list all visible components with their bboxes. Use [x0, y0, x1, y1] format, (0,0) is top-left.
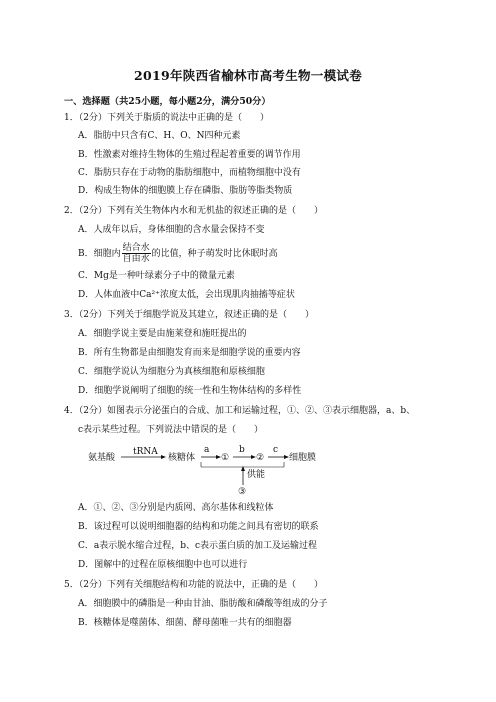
diagram-trna-label: tRNA	[133, 447, 158, 457]
fraction-denominator: 自由水	[122, 254, 150, 264]
arrow-trna-head	[161, 455, 166, 459]
diagram-label-c: c	[273, 445, 279, 455]
diagram-ribosome: 核糖体	[168, 453, 196, 463]
question-3-option-b: B．所有生物都是由细胞发育而来是细胞学说的重要内容	[78, 348, 301, 358]
question-4-stem-line1: 4．（2分）如图表示分泌蛋白的合成、加工和运输过程，①、②、③表示细胞器，a、b、	[64, 406, 416, 416]
option-b-suffix: 的比值，种子萌发时比休眠时高	[151, 249, 278, 259]
question-4-option-b: B．该过程可以说明细胞器的结构和功能之间具有密切的联系	[78, 522, 319, 532]
option-b-prefix: B．细胞内	[78, 249, 121, 259]
fraction-numerator: 结合水	[122, 243, 150, 253]
question-3-option-c: C．细胞学说认为细胞分为真核细胞和原核细胞	[78, 367, 265, 377]
question-2-option-a: A．人成年以后，身体细胞的含水量会保持不变	[78, 225, 265, 235]
question-1-option-d: D．构成生物体的细胞膜上存在磷脂、脂肪等脂类物质	[78, 186, 293, 196]
question-1-option-a: A．脂肪中只含有C、H、O、N四种元素	[78, 131, 241, 141]
question-3-stem: 3．（2分）下列关于细胞学说及其建立，叙述正确的是（ ）	[64, 310, 314, 320]
question-4-option-c: C．a表示脱水缩合过程，b、c表示蛋白质的加工及运输过程	[78, 541, 318, 551]
question-3-option-d: D．细胞学说阐明了细胞的统一性和生物体结构的多样性	[78, 386, 302, 396]
question-1-option-c: C．脂肪只存在于动物的脂肪细胞中，而植物细胞中没有	[78, 168, 301, 178]
question-1-stem: 1．（2分）下列关于脂质的说法中正确的是（ ）	[64, 113, 269, 123]
question-2-option-c: C．Mg是一种叶绿素分子中的微量元素	[78, 271, 235, 281]
page-title: 2019年陕西省榆林市高考生物一模试卷	[134, 68, 362, 83]
section-heading: 一、选择题（共25小题，每小题2分，满分50分）	[64, 96, 271, 107]
diagram-energy-label: 供能	[247, 470, 266, 480]
water-ratio-fraction	[122, 243, 151, 264]
diagram-label-a: a	[204, 445, 210, 455]
question-2-stem: 2．（2分）下列有关生物体内水和无机盐的叙述正确的是（ ）	[64, 206, 323, 216]
question-2-option-d: D．人体血液中Ca²⁺浓度太低，会出现肌肉抽搐等症状	[78, 290, 295, 300]
question-4-stem-line2: c表示某些过程。下列说法中错误的是（ ）	[78, 425, 264, 435]
diagram-organelle-3: ③	[238, 487, 247, 497]
question-3-option-a: A．细胞学说主要是由施莱登和施旺提出的	[78, 329, 247, 339]
question-2-option-b	[78, 243, 278, 264]
question-4-option-a: A．①、②、③分别是内质网、高尔基体和线粒体	[78, 503, 274, 513]
question-5-option-b: B．核糖体是噬菌体、细菌、酵母菌唯一共有的细胞器	[78, 618, 292, 628]
question-1-option-b: B．性激素对维持生物体的生殖过程起着重要的调节作用	[78, 150, 301, 160]
secretory-protein-diagram	[88, 445, 328, 497]
question-5-option-a: A．细胞膜中的磷脂是一种由甘油、脂肪酸和磷酸等组成的分子	[78, 599, 328, 609]
diagram-label-b: b	[239, 445, 245, 455]
diagram-membrane: 细胞膜	[289, 453, 317, 463]
question-5-stem: 5．（2分）下列有关细胞结构和功能的说法中，正确的是（ ）	[64, 580, 323, 590]
diagram-amino-acid: 氨基酸	[88, 453, 116, 463]
question-4-option-d: D．图解中的过程在原核细胞中也可以进行	[78, 560, 248, 570]
diagram-organelle-1: ①	[221, 453, 230, 463]
diagram-organelle-2: ②	[256, 453, 265, 463]
